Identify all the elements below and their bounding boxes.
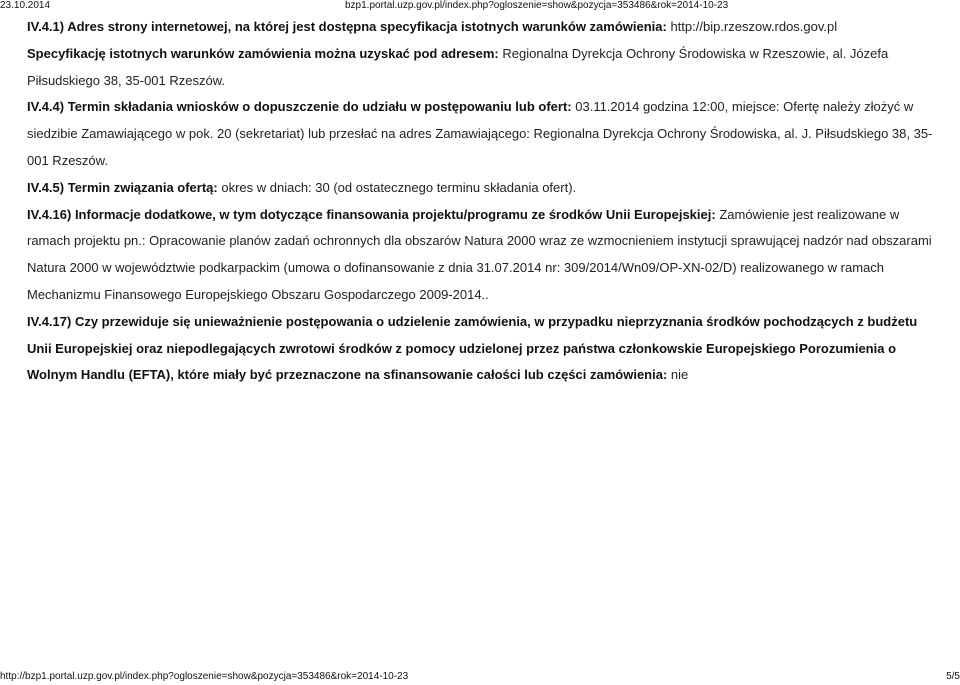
section-iv-4-16-text: Zamówienie jest realizowane w ramach projektu pn.: Opracowanie planów zadań ochronnych dla obszarów Natura 2000 wraz ze wzmocnieniem instytucji sprawującej nadzór nad obszarami Natura 2000 w województwie podkarpackim (umowa o dofinansowanie z dnia 31.07.2014 nr: 309/2014/Wn09/OP-XN-02/D) realizowanego w ramach Mechanizmu Finansowego Europejskiego Obszaru Gospodarczego 2009-2014..: [27, 206, 932, 302]
section-iv-4-17-text: nie: [667, 367, 689, 383]
section-iv-4-16-heading: IV.4.16) Informacje dodatkowe, w tym dotyczące finansowania projektu/programu ze środków Unii Europejskiej:: [27, 206, 716, 222]
footer-url[interactable]: http://bzp1.portal.uzp.gov.pl/index.php?ogloszenie=show&pozycja=353486&rok=2014-10-23: [0, 671, 409, 682]
siwz-address-heading: Specyfikację istotnych warunków zamówienia można uzyskać pod adresem:: [27, 45, 499, 61]
section-iv-4-4: [27, 94, 945, 174]
section-iv-4-17: [27, 309, 945, 389]
section-iv-4-5-text: okres w dniach: 30 (od ostatecznego terminu składania ofert).: [217, 179, 577, 195]
section-iv-4-17-heading: IV.4.17) Czy przewiduje się unieważnienie postępowania o udzielenie zamówienia, w przypadku nieprzyznania środków pochodzących z budżetu Unii Europejskiej oraz niepodlegających zwrotowi środków z pomocy udzielonej przez państwa członkowskie Europejskiego Porozumienia o Wolnym Handlu (EFTA), które miały być przeznaczone na sfinansowanie całości lub części zamówienia:: [27, 313, 918, 383]
footer-page-number: 5/5: [946, 671, 960, 682]
siwz-address: [27, 41, 945, 95]
section-iv-4-5-heading: IV.4.5) Termin związania ofertą:: [27, 179, 218, 195]
siwz-address-text: Regionalna Dyrekcja Ochrony Środowiska w Rzeszowie, al. Józefa Piłsudskiego 38, 35-001 Rzeszów.: [27, 45, 889, 88]
section-iv-4-1: [27, 14, 945, 41]
section-iv-4-4-heading: IV.4.4) Termin składania wniosków o dopuszczenie do udziału w postępowaniu lub ofert:: [27, 99, 572, 115]
section-iv-4-4-text: 03.11.2014 godzina 12:00, miejsce: Ofertę należy złożyć w siedzibie Zamawiającego w pok. 20 (sekretariat) lub przesłać na adres Zamawiającego: Regionalna Dyrekcja Ochrony Środowiska, al. J. Piłsudskiego 38, 35-001 Rzeszów.: [27, 99, 933, 168]
section-iv-4-16: [27, 202, 945, 309]
header-url[interactable]: bzp1.portal.uzp.gov.pl/index.php?ogloszenie=show&pozycja=353486&rok=2014-10-23: [345, 0, 729, 11]
header-date: 23.10.2014: [0, 0, 51, 11]
section-iv-4-5: [27, 175, 945, 202]
document-body: [27, 14, 945, 389]
section-iv-4-1-heading: IV.4.1) Adres strony internetowej, na której jest dostępna specyfikacja istotnych warunków zamówienia:: [27, 19, 667, 34]
section-iv-4-1-text: http://bip.rzeszow.rdos.gov.pl: [666, 19, 838, 34]
